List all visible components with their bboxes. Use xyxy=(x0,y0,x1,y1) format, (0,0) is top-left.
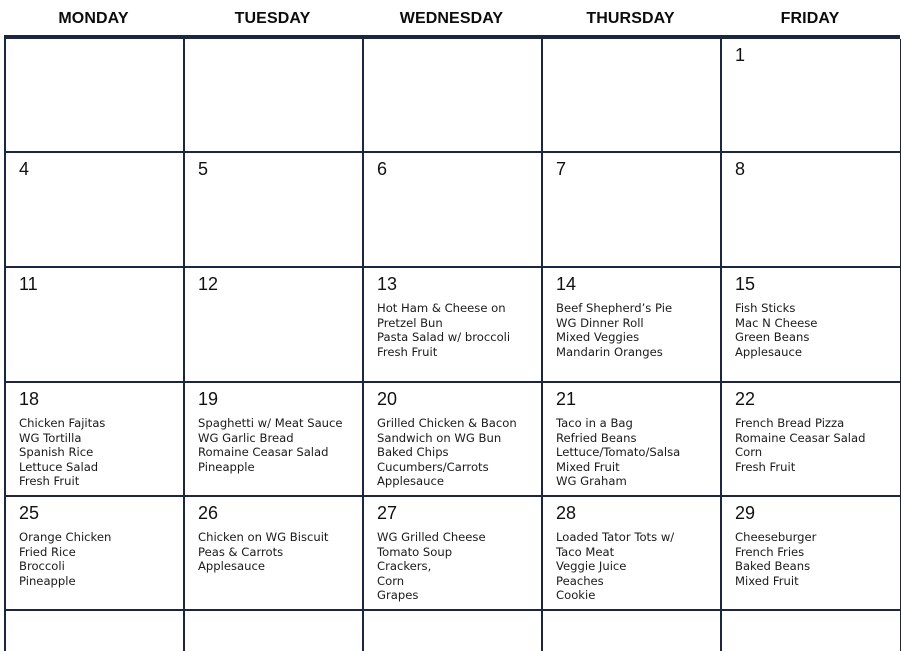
day-header-thursday: THURSDAY xyxy=(586,10,675,27)
date-number xyxy=(377,44,535,66)
menu-item-list xyxy=(198,416,356,474)
menu-item: Peaches xyxy=(556,573,604,588)
date-number xyxy=(556,44,714,66)
day-cell-week1-thursday xyxy=(543,39,722,153)
date-number xyxy=(556,616,714,638)
menu-item: Pasta Salad w/ broccoli xyxy=(377,330,511,345)
day-cell-week6-tuesday xyxy=(185,611,364,651)
day-cell-week1-monday xyxy=(6,39,185,153)
day-cell-week2-monday xyxy=(6,153,185,268)
menu-item: Taco in a Bag xyxy=(556,416,633,430)
date-number: 26 xyxy=(198,503,219,523)
menu-item-list xyxy=(735,530,894,588)
day-cell-week4-friday xyxy=(722,383,901,497)
date-number: 12 xyxy=(198,274,219,294)
day-cell-week5-monday xyxy=(6,497,185,611)
menu-item: Hot Ham & Cheese on xyxy=(377,301,506,315)
menu-item: Corn xyxy=(377,573,405,588)
calendar-grid xyxy=(4,39,900,651)
menu-item: Baked Chips xyxy=(377,445,449,460)
menu-item: Crackers, xyxy=(377,559,432,574)
menu-item-list xyxy=(19,530,177,588)
menu-item: Baked Beans xyxy=(735,559,811,574)
menu-item: Fried Rice xyxy=(19,544,76,559)
menu-item: Spanish Rice xyxy=(19,445,94,460)
menu-item: Lettuce Salad xyxy=(19,459,99,474)
menu-item: Fresh Fruit xyxy=(19,474,80,489)
menu-item: Tomato Soup xyxy=(377,544,453,559)
day-cell-week6-wednesday xyxy=(364,611,543,651)
menu-item: Fish Sticks xyxy=(735,301,796,315)
day-cell-week3-friday xyxy=(722,268,901,383)
day-header-wednesday: WEDNESDAY xyxy=(399,10,504,27)
menu-item: Pineapple xyxy=(19,573,76,588)
day-cell-week3-tuesday xyxy=(185,268,364,383)
day-cell-week1-wednesday xyxy=(364,39,543,153)
date-number: 27 xyxy=(377,503,398,523)
day-cell-week5-tuesday xyxy=(185,497,364,611)
date-number: 18 xyxy=(19,389,40,409)
menu-item: Beef Shepherd’s Pie xyxy=(556,301,673,315)
menu-item: Orange Chicken xyxy=(19,530,112,544)
menu-item: Mandarin Oranges xyxy=(556,344,663,359)
menu-item: Mixed Fruit xyxy=(556,459,620,474)
date-number xyxy=(198,616,356,638)
date-number: 29 xyxy=(735,503,756,523)
menu-item: Refried Beans xyxy=(556,430,637,445)
date-number: 14 xyxy=(556,274,577,294)
date-number: 13 xyxy=(377,274,398,294)
date-number: 11 xyxy=(19,274,38,294)
menu-item-list xyxy=(377,301,535,359)
menu-item-list xyxy=(735,416,894,474)
menu-item: Fresh Fruit xyxy=(377,344,438,359)
date-number: 6 xyxy=(377,159,388,179)
menu-item: WG Grilled Cheese xyxy=(377,530,486,544)
menu-item: Veggie Juice xyxy=(556,559,627,574)
date-number: 1 xyxy=(735,45,746,65)
day-cell-week4-thursday xyxy=(543,383,722,497)
menu-item: Chicken on WG Biscuit xyxy=(198,530,329,544)
menu-item: Applesauce xyxy=(735,344,803,359)
date-number: 7 xyxy=(556,159,567,179)
date-number xyxy=(377,616,535,638)
menu-item: Romaine Ceasar Salad xyxy=(735,430,866,445)
menu-item: Sandwich on WG Bun xyxy=(377,430,502,445)
menu-item: Lettuce/Tomato/Salsa xyxy=(556,445,681,460)
day-cell-week4-wednesday xyxy=(364,383,543,497)
date-number: 8 xyxy=(735,159,746,179)
menu-item: Grilled Chicken & Bacon xyxy=(377,416,517,430)
day-header-monday: MONDAY xyxy=(58,10,129,27)
menu-item: French Fries xyxy=(735,544,805,559)
menu-item: Mixed Fruit xyxy=(735,573,799,588)
menu-item: Green Beans xyxy=(735,330,810,345)
day-cell-week5-wednesday xyxy=(364,497,543,611)
day-cell-week5-friday xyxy=(722,497,901,611)
date-number: 22 xyxy=(735,389,756,409)
menu-item: Cookie xyxy=(556,588,596,603)
weekday-header-row xyxy=(4,0,900,35)
menu-item-list xyxy=(556,301,714,359)
lunch-menu-calendar xyxy=(4,0,900,617)
menu-item: Broccoli xyxy=(19,559,65,574)
menu-item: Cucumbers/Carrots xyxy=(377,459,489,474)
menu-item-list xyxy=(377,530,535,603)
menu-item-list xyxy=(19,416,177,489)
menu-item: Loaded Tator Tots w/ xyxy=(556,530,675,544)
menu-item: Mixed Veggies xyxy=(556,330,640,345)
date-number: 15 xyxy=(735,274,756,294)
menu-item: Fresh Fruit xyxy=(735,459,796,474)
menu-item: WG Tortilla xyxy=(19,430,82,445)
menu-item-list xyxy=(198,530,356,574)
menu-item-list xyxy=(556,416,714,489)
day-cell-week3-thursday xyxy=(543,268,722,383)
date-number: 25 xyxy=(19,503,40,523)
menu-item: Taco Meat xyxy=(556,544,615,559)
day-cell-week3-monday xyxy=(6,268,185,383)
date-number xyxy=(19,44,177,66)
day-cell-week6-thursday xyxy=(543,611,722,651)
menu-item: WG Garlic Bread xyxy=(198,430,294,445)
day-cell-week2-tuesday xyxy=(185,153,364,268)
menu-item: Pineapple xyxy=(198,459,255,474)
date-number: 28 xyxy=(556,503,577,523)
day-header-tuesday: TUESDAY xyxy=(234,10,311,27)
day-cell-week1-friday xyxy=(722,39,901,153)
menu-item-list xyxy=(556,530,714,603)
date-number: 19 xyxy=(198,389,219,409)
day-cell-week4-tuesday xyxy=(185,383,364,497)
date-number: 5 xyxy=(198,159,209,179)
day-cell-week5-thursday xyxy=(543,497,722,611)
menu-item: Applesauce xyxy=(377,474,445,489)
menu-item: Cheeseburger xyxy=(735,530,817,544)
day-cell-week3-wednesday xyxy=(364,268,543,383)
date-number xyxy=(198,44,356,66)
menu-item: Spaghetti w/ Meat Sauce xyxy=(198,416,343,430)
day-cell-week2-friday xyxy=(722,153,901,268)
day-cell-week1-tuesday xyxy=(185,39,364,153)
date-number: 20 xyxy=(377,389,398,409)
menu-item: Corn xyxy=(735,445,763,460)
day-cell-week4-monday xyxy=(6,383,185,497)
menu-item: Pretzel Bun xyxy=(377,315,443,330)
menu-item: Peas & Carrots xyxy=(198,544,284,559)
menu-item: Romaine Ceasar Salad xyxy=(198,445,329,460)
menu-item: French Bread Pizza xyxy=(735,416,845,430)
menu-item: Chicken Fajitas xyxy=(19,416,106,430)
menu-item-list xyxy=(735,301,894,359)
menu-item: Mac N Cheese xyxy=(735,315,818,330)
date-number: 21 xyxy=(556,389,577,409)
day-cell-week2-thursday xyxy=(543,153,722,268)
menu-item: WG Graham xyxy=(556,474,627,489)
day-cell-week6-friday xyxy=(722,611,901,651)
menu-item-list xyxy=(377,416,535,489)
day-cell-week6-monday xyxy=(6,611,185,651)
menu-item: Grapes xyxy=(377,588,419,603)
date-number xyxy=(735,616,894,638)
date-number: 4 xyxy=(19,159,30,179)
day-header-friday: FRIDAY xyxy=(780,10,840,27)
menu-item: WG Dinner Roll xyxy=(556,315,644,330)
menu-item: Applesauce xyxy=(198,559,266,574)
day-cell-week2-wednesday xyxy=(364,153,543,268)
date-number xyxy=(19,616,177,638)
